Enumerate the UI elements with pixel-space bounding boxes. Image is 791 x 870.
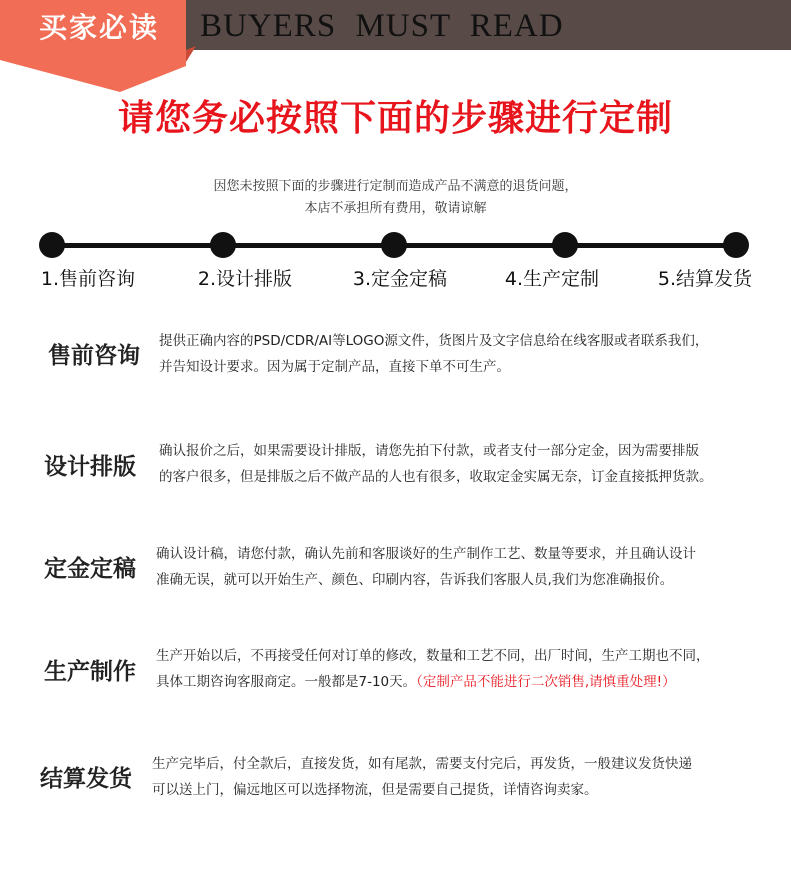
section-title-design: 设计排版 — [44, 454, 136, 480]
timeline-dot-5 — [723, 232, 749, 258]
step-label-2: 2.设计排版 — [197, 268, 293, 290]
main-title: 请您务必按照下面的步骤进行定制 — [117, 98, 673, 139]
section-title-deposit: 定金定稿 — [44, 556, 136, 582]
section-desc-design — [159, 438, 713, 490]
section-desc-settlement — [152, 751, 692, 803]
step-label-4: 4.生产定制 — [504, 268, 600, 290]
step-label-5: 5.结算发货 — [657, 268, 753, 290]
timeline-dot-4 — [552, 232, 578, 258]
notice-line-2: 本店不承担所有费用，敬请谅解 — [304, 201, 487, 216]
section-desc-deposit — [156, 541, 696, 593]
timeline-dot-3 — [381, 232, 407, 258]
section-desc-line: 准确无误，就可以开始生产、颜色、印刷内容，告诉我们客服人员,我们为您准确报价。 — [156, 572, 674, 588]
section-desc-presale — [159, 328, 708, 380]
notice — [0, 176, 791, 220]
section-desc-line: 生产开始以后，不再接受任何对订单的修改，数量和工艺不同，出厂时间，生产工期也不同， — [156, 648, 710, 664]
step-label-1: 1.售前咨询 — [40, 268, 136, 290]
section-desc-line: 提供正确内容的PSD/CDR/AI等LOGO源文件，货图片及文字信息给在线客服或者联系我们， — [159, 333, 709, 349]
timeline-dot-2 — [210, 232, 236, 258]
step-label-3: 3.定金定稿 — [352, 268, 448, 290]
header-title-en: BUYERS MUST READ — [200, 8, 564, 44]
section-desc-line: 确认设计稿，请您付款，确认先前和客服谈好的生产制作工艺、数量等要求，并且确认设计 — [156, 546, 696, 562]
section-desc-line: 生产完毕后，付全款后，直接发货，如有尾款，需要支付完后，再发货，一般建议发货快递 — [152, 756, 692, 772]
section-desc-line: 可以送上门，偏远地区可以选择物流，但是需要自己提货，详情咨询卖家。 — [152, 782, 598, 798]
section-desc-production — [156, 643, 710, 695]
notice-line-1: 因您未按照下面的步骤进行定制而造成产品不满意的退货问题， — [213, 179, 578, 194]
section-desc-line: 的客户很多，但是排版之后不做产品的人也有很多，收取定金实属无奈，订金直接抵押货款。 — [159, 469, 713, 485]
section-title-production: 生产制作 — [44, 659, 136, 685]
warning-note: （定制产品不能进行二次销售,请慎重处理!） — [416, 674, 676, 690]
section-desc-line: 并告知设计要求。因为属于定制产品，直接下单不可生产。 — [159, 359, 510, 375]
timeline-dot-1 — [39, 232, 65, 258]
section-desc-line: 确认报价之后，如果需要设计排版，请您先拍下付款，或者支付一部分定金，因为需要排版 — [159, 443, 699, 459]
section-title-presale: 售前咨询 — [48, 343, 140, 369]
tag-label: 买家必读 — [38, 11, 159, 44]
section-title-settlement: 结算发货 — [40, 766, 132, 792]
section-desc-text: 具体工期咨询客服商定。一般都是7-10天。 — [156, 674, 417, 690]
section-desc-line — [156, 669, 710, 695]
buyers-tag — [0, 0, 196, 92]
